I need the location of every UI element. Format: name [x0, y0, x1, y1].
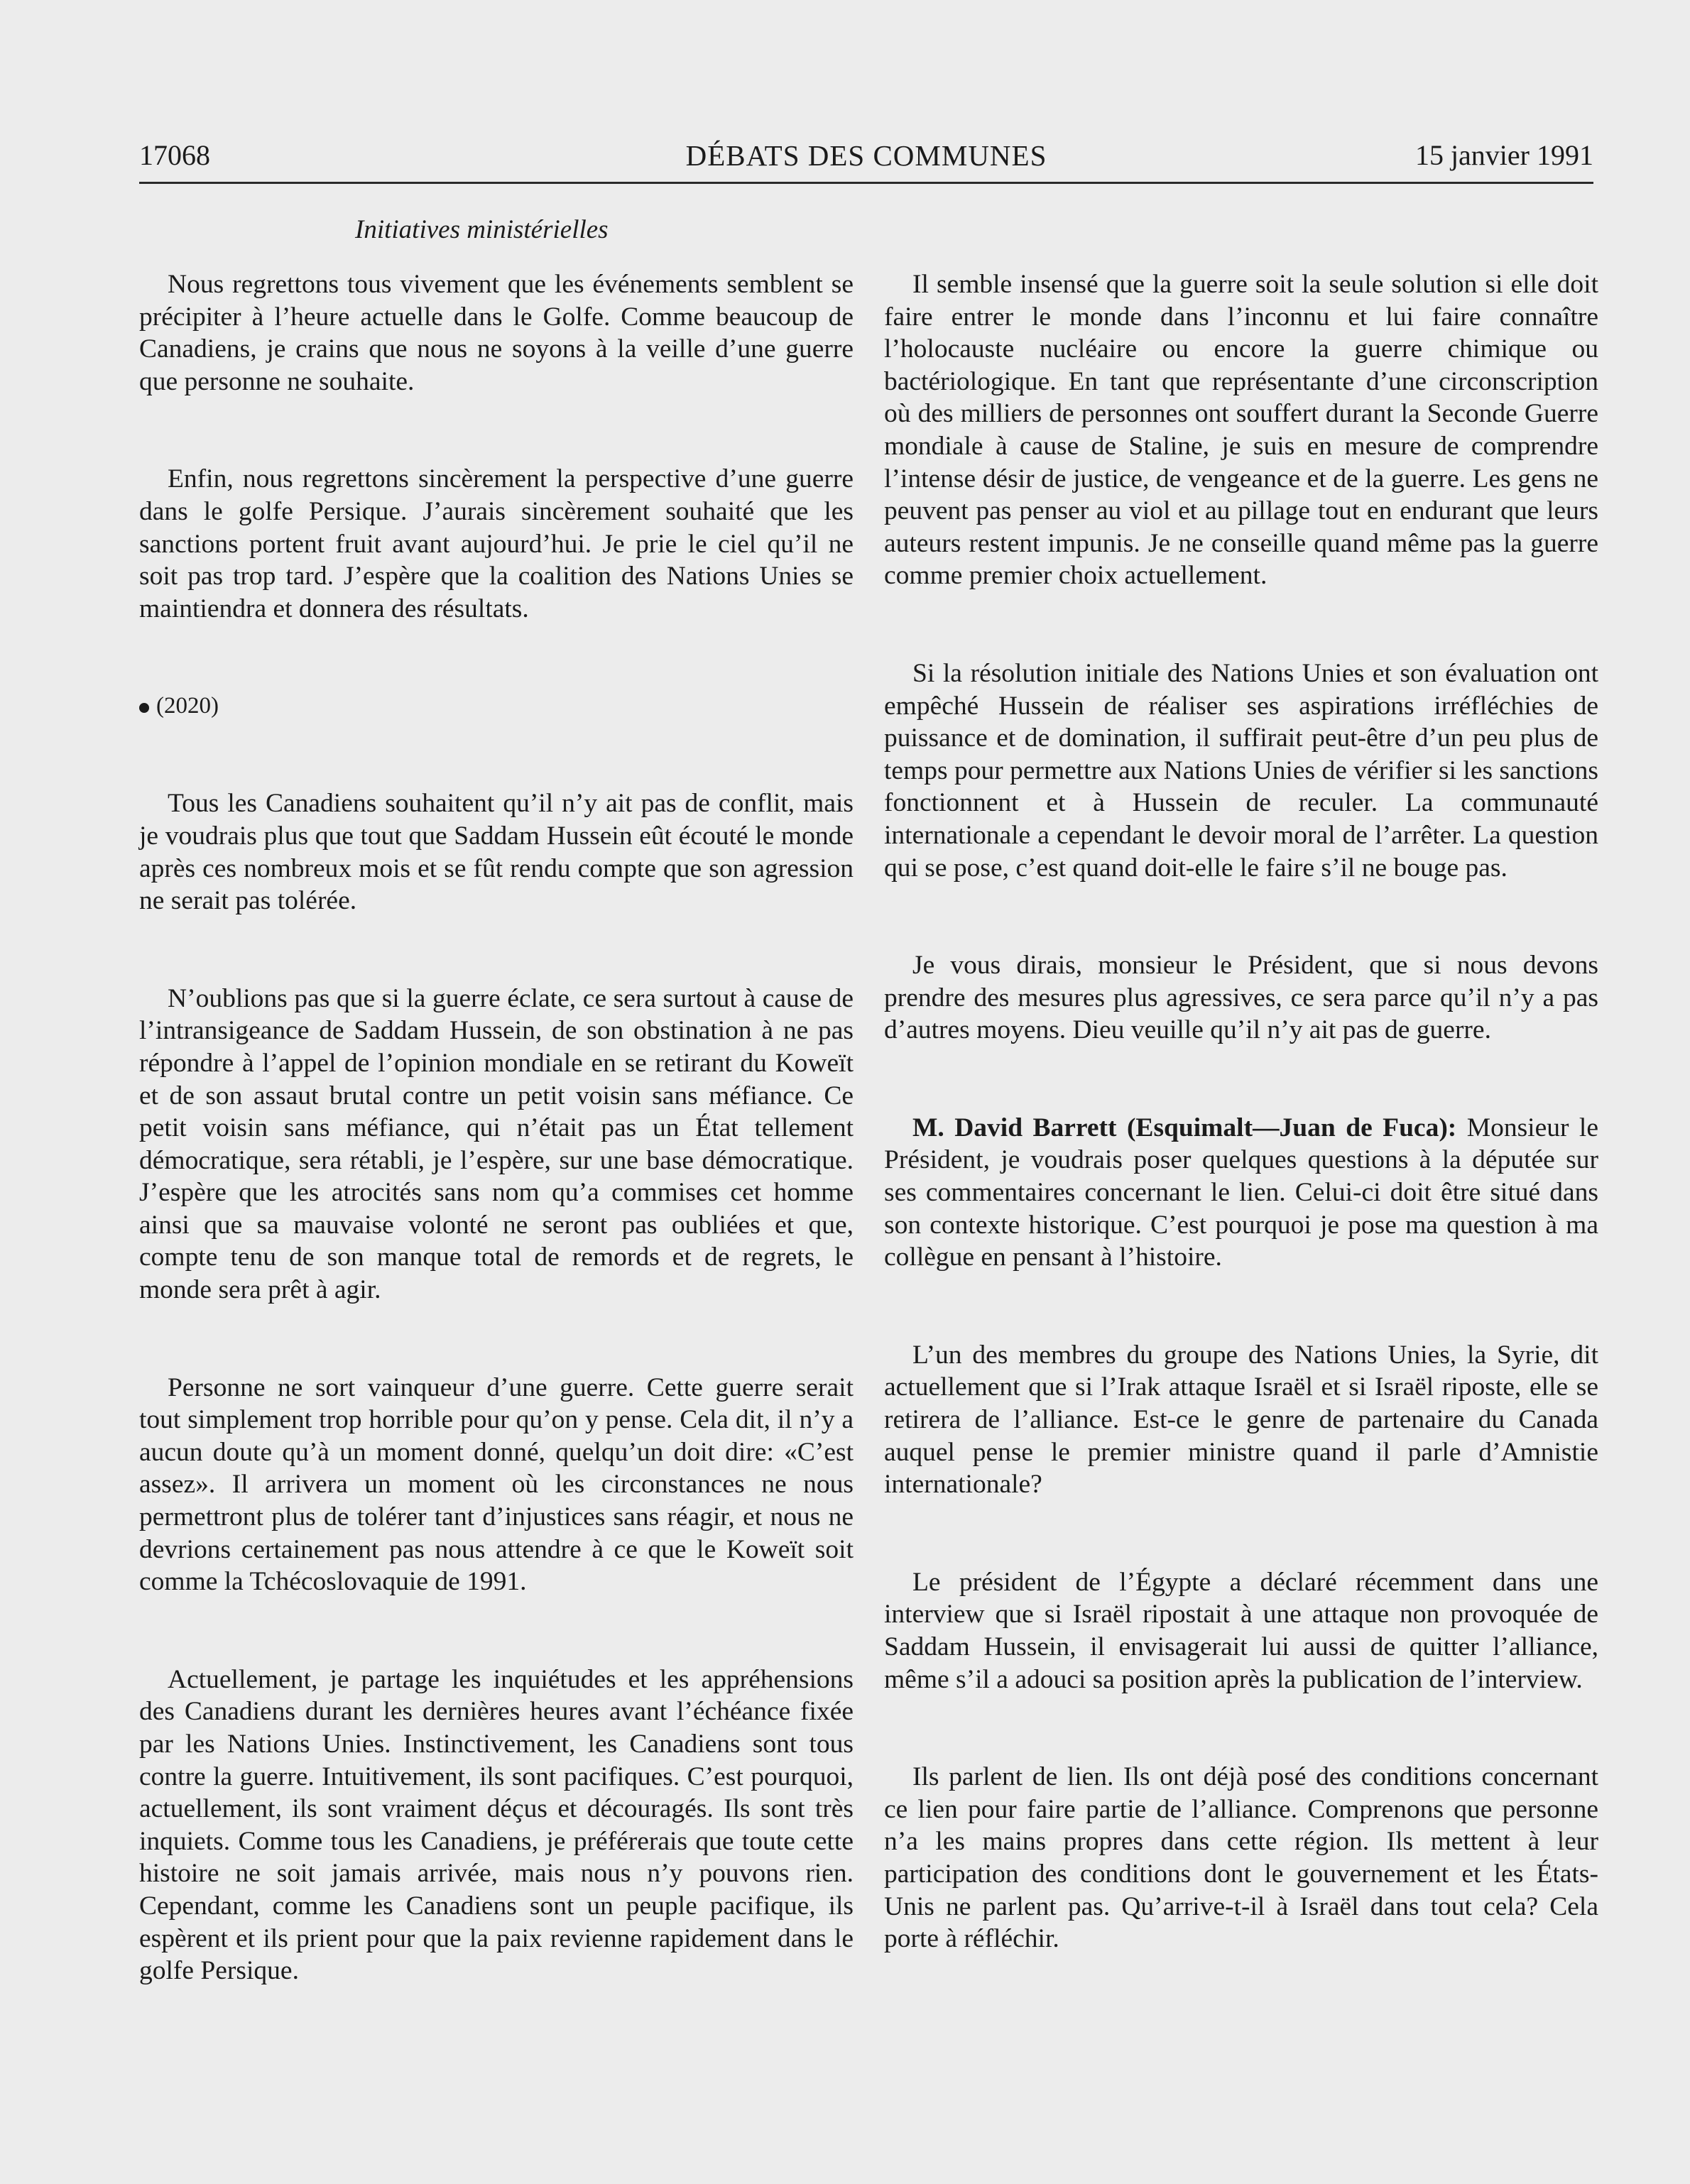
- page-date: 15 janvier 1991: [1414, 139, 1593, 171]
- paragraph: Ils parlent de lien. Ils ont déjà posé des conditions concernant ce lien pour faire partie de l’alliance. Comprenons que personne n’a les mains propres dans cette région. Ils mettent à leur participation des conditions dont le gouvernement et les États-Unis ne parlent pas. Qu’arrive-t-il à Israël dans tout cela? Cela porte à réfléchir.: [884, 1762, 1598, 1954]
- paragraph: Il semble insensé que la guerre soit la seule solution si elle doit faire entrer le monde dans l’inconnu et lui faire connaître l’holocauste nucléaire ou encore la guerre chimique ou bactériologique. En tant que représentante d’une circonscription où des milliers de personnes ont souffert durant la Seconde Guerre mondiale à cause de Staline, je suis en mesure de comprendre l’intense désir de justice, de vengeance et de la guerre. Les gens ne peuvent pas penser au viol et au pillage tout en endurant que leurs auteurs restent impunis. Je ne conseille quand même pas la guerre comme premier choix actuellement.: [884, 270, 1598, 591]
- speaker-name: M. David Barrett (Esquimalt—Juan de Fuca):: [912, 1113, 1457, 1142]
- page-header: [139, 136, 1593, 184]
- paragraph: L’un des membres du groupe des Nations Unies, la Syrie, dit actuellement que si l’Irak attaque Israël et si Israël riposte, elle se retirera de l’alliance. Est-ce le genre de partenaire du Canada auquel pense le premier ministre quand il parle d’Amnistie internationale?: [884, 1340, 1598, 1500]
- speaker-text: Monsieur le Président, je voudrais poser quelques questions à la députée sur ses commentaires concernant le lien. Celui-ci doit être situé dans son contexte historique. C’est pourquoi je pose ma question à ma collègue en pensant à l’histoire.: [884, 1113, 1598, 1272]
- paragraph: Le président de l’Égypte a déclaré récemment dans une interview que si Israël ripostait à une attaque non provoquée de Saddam Hussein, il envisagerait lui aussi de quitter l’alliance, même s’il a adouci sa position après la publication de l’interview.: [884, 1567, 1598, 1694]
- publication-title: DÉBATS DES COMMUNES: [685, 139, 1047, 172]
- speaker-paragraph: [884, 1112, 1598, 1274]
- page-number: 17068: [139, 139, 210, 171]
- paragraph: Si la résolution initiale des Nations Unies et son évaluation ont empêché Hussein de réaliser ses aspirations irréfléchies de puissance et de domination, il suffirait peut-être d’un peu plus de temps pour permettre aux Nations Unies de vérifier si les sanctions fonctionnent et à Hussein de reculer. La communauté internationale a cependant le devoir moral de l’arrêter. La question qui se pose, c’est quand doit-elle le faire s’il ne bouge pas.: [884, 658, 1598, 883]
- paragraph: N’oublions pas que si la guerre éclate, ce sera surtout à cause de l’intransigeance de Saddam Hussein, de son obstination à ne pas répondre à l’appel de l’opinion mondiale en se retirant du Koweït et de son assaut brutal contre un petit voisin sans méfiance. Ce petit voisin sans méfiance, qui n’était pas un État tellement démocratique, sera rétabli, je l’espère, sur une base démocratique. J’espère que les atrocités sans nom qu’a commises cet homme ainsi que sa mauvaise volonté ne seront pas oubliées et que, compte tenu de son manque total de remords et de regrets, le monde sera prêt à agir.: [139, 983, 854, 1305]
- paragraph: Je vous dirais, monsieur le Président, que si nous devons prendre des mesures plus agressives, ce sera parce qu’il n’y a pas d’autres moyens. Dieu veuille qu’il n’y ait pas de guerre.: [884, 951, 1598, 1045]
- right-column: [884, 268, 1598, 2021]
- time-mark-label: (2020): [156, 693, 219, 719]
- paragraph: Actuellement, je partage les inquiétudes et les appréhensions des Canadiens durant les dernières heures avant l’échéance fixée par les Nations Unies. Instinctivement, les Canadiens sont tous contre la guerre. Intuitivement, ils sont pacifiques. C’est pourquoi, actuellement, ils sont vraiment déçus et découragés. Ils sont très inquiets. Comme tous les Canadiens, je préférerais que toute cette histoire ne soit jamais arrivée, mais nous n’y pouvons rien. Cependant, comme les Canadiens sont un peuple pacifique, ils espèrent et ils prient pour que la paix revienne rapidement dans le golfe Persique.: [139, 1664, 854, 1986]
- paragraph: Nous regrettons tous vivement que les événements semblent se précipiter à l’heure actuelle dans le Golfe. Comme beaucoup de Canadiens, je crains que nous ne soyons à la veille d’une guerre que personne ne souhaite.: [139, 270, 854, 396]
- section-title: Initiatives ministérielles: [355, 215, 609, 244]
- paragraph: Personne ne sort vainqueur d’une guerre. Cette guerre serait tout simplement trop horrible pour qu’on y pense. Cela dit, il n’y a aucun doute qu’à un moment donné, quelqu’un doit dire: «C’est assez». Il arrivera un moment où les circonstances ne nous permettront plus de tolérer tant d’injustices sans réagir, et nous ne devrions certainement pas nous attendre à ce que le Koweït soit comme la Tchécoslovaquie de 1991.: [139, 1372, 854, 1597]
- time-mark: [139, 690, 854, 722]
- paragraph: Tous les Canadiens souhaitent qu’il n’y ait pas de conflit, mais je voudrais plus que tout que Saddam Hussein eût écouté le monde après ces nombreux mois et se fût rendu compte que son agression ne serait pas tolérée.: [139, 789, 854, 916]
- paragraph: Enfin, nous regrettons sincèrement la perspective d’une guerre dans le golfe Persique. J’aurais sincèrement souhaité que les sanctions portent fruit avant aujourd’hui. Je prie le ciel qu’il ne soit pas trop tard. J’espère que la coalition des Nations Unies se maintiendra et donnera des résultats.: [139, 464, 854, 623]
- left-column: [139, 268, 854, 2053]
- bullet-icon: [139, 703, 149, 713]
